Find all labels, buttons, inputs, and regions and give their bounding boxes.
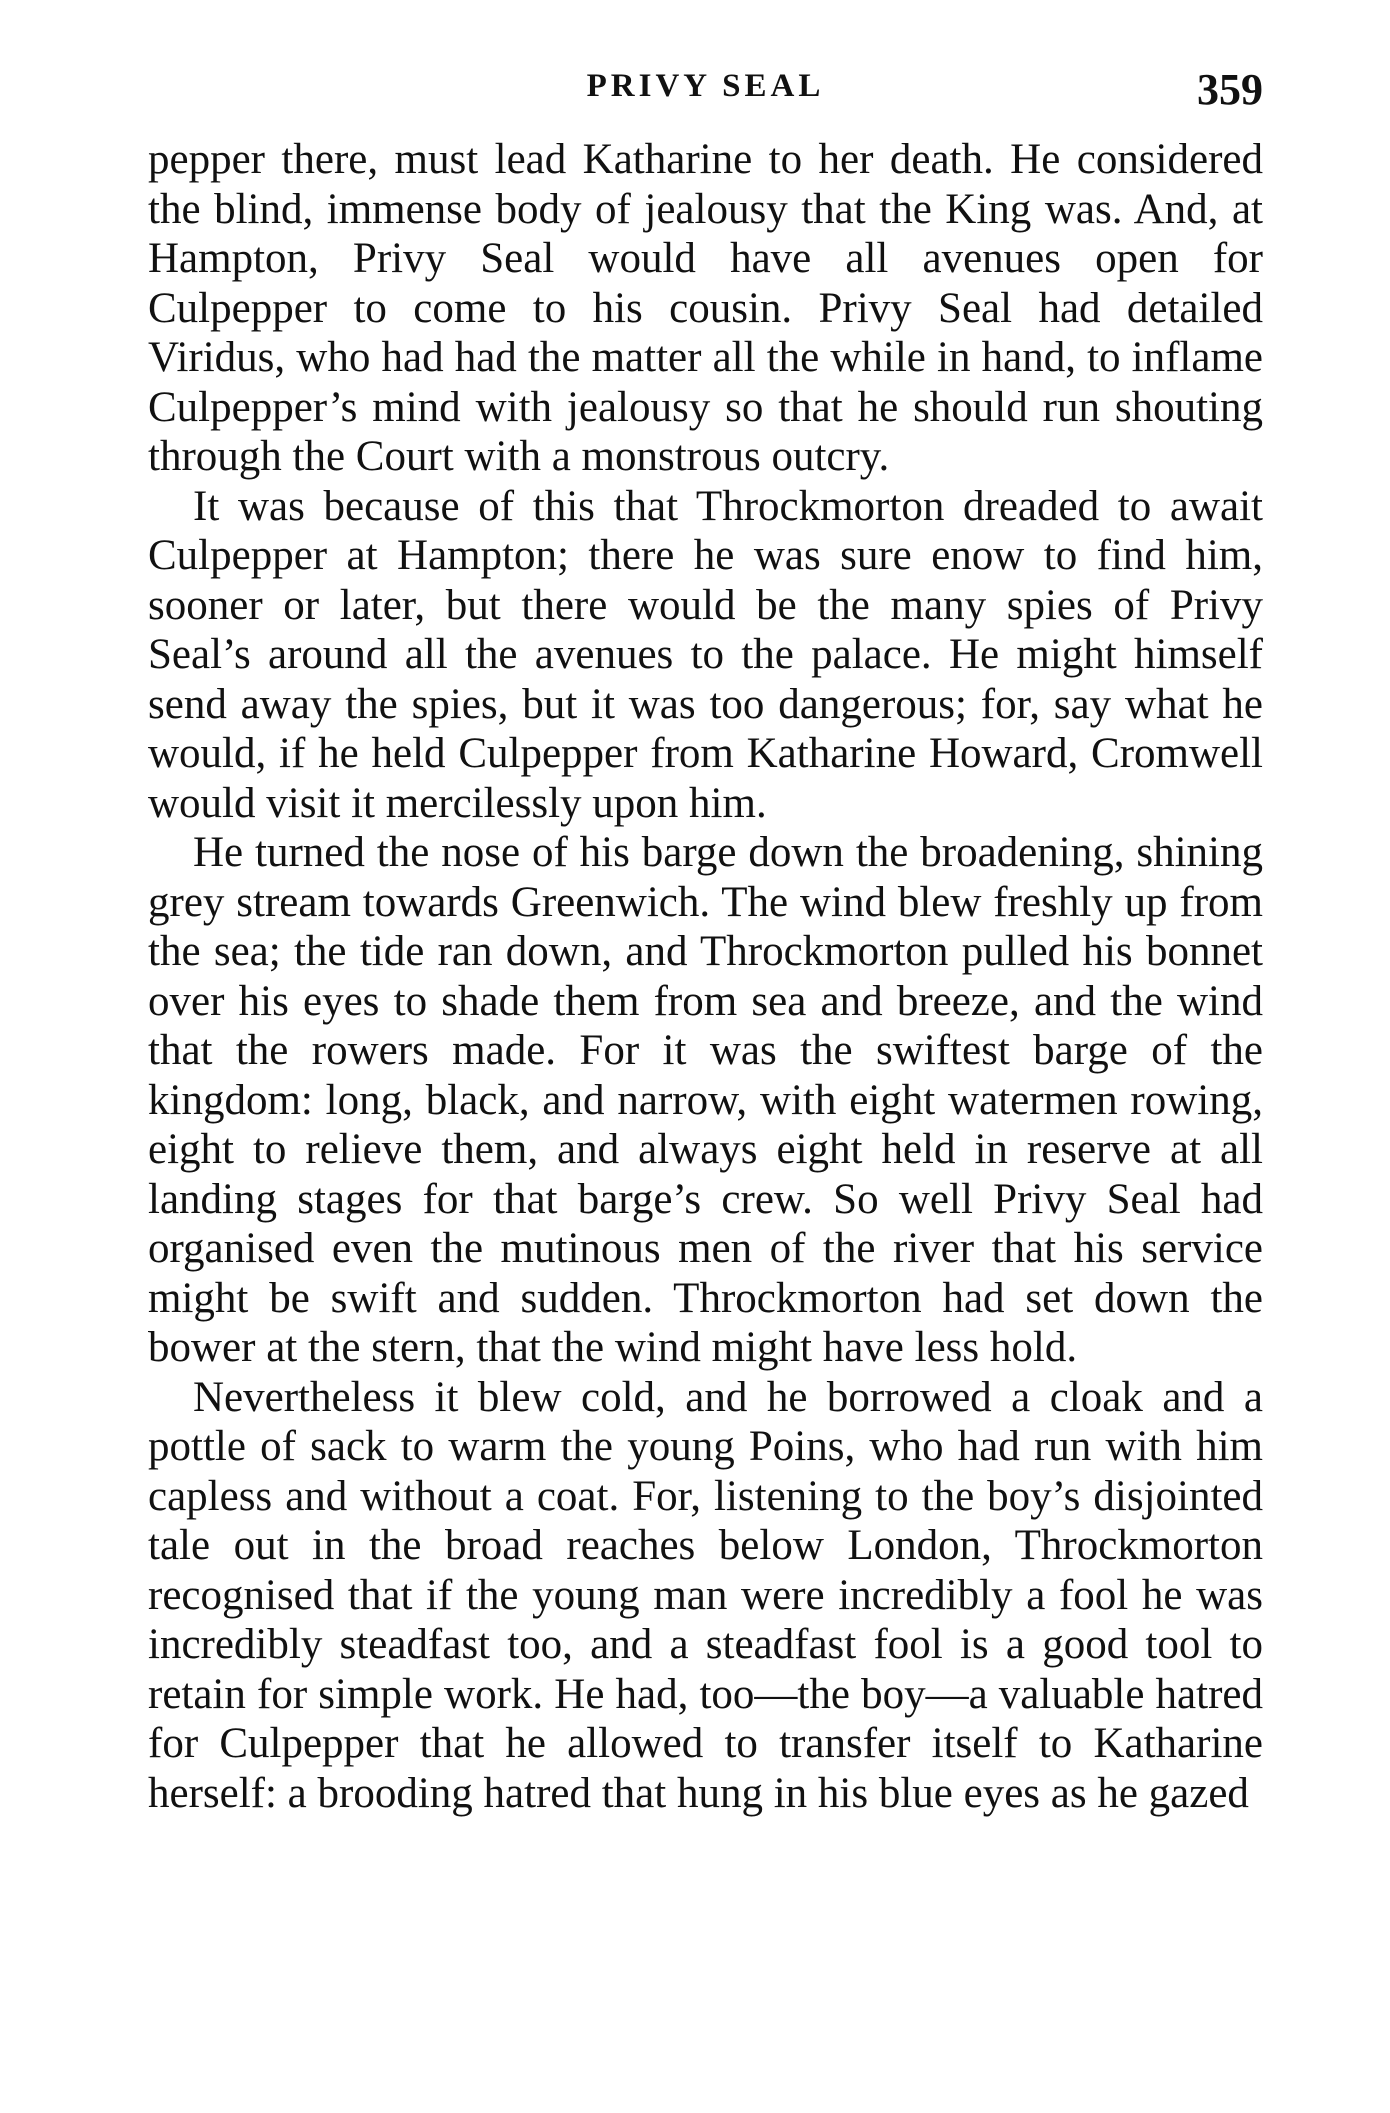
page-number: 359 [1197,65,1263,114]
paragraph: He turned the nose of his barge down the broadening, shining grey stream towards Greenwich. The wind blew freshly up from the sea; the tide ran down, and Throckmorton pulled his bonnet over his eyes to shade them from sea and breeze, and the wind that the rowers made. For it was the swiftest barge of the kingdom: long, black, and narrow, with eight watermen rowing, eight to relieve them, and always eight held in reserve at all landing stages for that barge’s crew. So well Privy Seal had organised even the mutinous men of the river that his service might be swift and sudden. Throckmorton had set down the bower at the stern, that the wind might have less hold. [148,829,1263,1371]
running-head: PRIVY SEAL [586,68,825,104]
paragraph-continued: pepper there, must lead Katharine to her death. He considered the blind, immense body of jealousy that the King was. And, at Hampton, Privy Seal would have all avenues open for Culpepper to come to his cousin. Privy Seal had detailed Viridus, who had had the matter all the while in hand, to inflame Culpepper’s mind with jealousy so that he should run shouting through the Court with a monstrous outcry. [148,136,1263,480]
paragraph: It was because of this that Throckmorton dreaded to await Culpepper at Hampton; there he was sure enow to find him, sooner or later, but there would be the many spies of Privy Seal’s around all the avenues to the palace. He might himself send away the spies, but it was too dangerous; for, say what he would, if he held Culpepper from Katharine Howard, Cromwell would visit it mercilessly upon him. [148,482,1263,827]
body-text [148,135,1263,1818]
paragraph: Nevertheless it blew cold, and he borrowed a cloak and a pottle of sack to warm the young Poins, who had run with him capless and without a coat. For, listening to the boy’s disjointed tale out in the broad reaches below London, Throckmorton recognised that if the young man were incredibly a fool he was incredibly steadfast too, and a steadfast fool is a good tool to retain for simple work. He had, too—the boy—a valuable hatred for Culpepper that he allowed to transfer itself to Katharine herself: a brooding hatred that hung in his blue eyes as he gazed [148,1373,1263,1817]
page-header [148,64,1263,124]
